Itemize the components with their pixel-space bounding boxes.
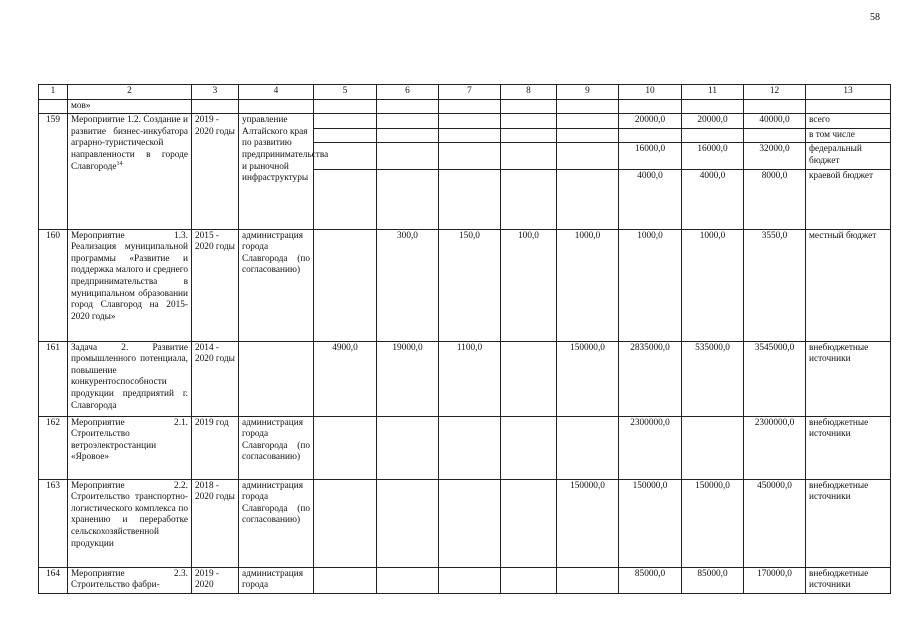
value-cell: 8000,0 bbox=[744, 169, 806, 229]
period: 2018 - 2020 годы bbox=[192, 479, 239, 567]
value-cell: 2300000,0 bbox=[619, 416, 682, 479]
continuation-text: мов» bbox=[68, 99, 192, 114]
value-cell: 1000,0 bbox=[682, 229, 744, 341]
table-cell bbox=[557, 99, 619, 114]
value-cell bbox=[682, 128, 744, 143]
header-cell: 5 bbox=[314, 85, 377, 100]
row-number: 164 bbox=[39, 567, 68, 593]
table-cell bbox=[501, 114, 557, 129]
executor: администрация города bbox=[239, 567, 314, 593]
header-cell: 11 bbox=[682, 85, 744, 100]
table-row bbox=[39, 416, 891, 479]
funding-source: федеральный бюджет bbox=[806, 143, 891, 169]
value-cell: 150000,0 bbox=[619, 479, 682, 567]
value-cell: 3550,0 bbox=[744, 229, 806, 341]
table-cell bbox=[314, 114, 377, 129]
funding-source: в том числе bbox=[806, 128, 891, 143]
table-cell bbox=[314, 169, 377, 229]
value-cell bbox=[682, 416, 744, 479]
table-cell bbox=[557, 143, 619, 169]
value-cell: 4000,0 bbox=[619, 169, 682, 229]
period: 2019 - 2020 годы bbox=[192, 114, 239, 229]
value-cell bbox=[439, 416, 501, 479]
executor: администрация города Славгорода (по согласованию) bbox=[239, 479, 314, 567]
value-cell bbox=[314, 229, 377, 341]
value-cell bbox=[314, 479, 377, 567]
program-activities-table bbox=[38, 84, 891, 594]
table-cell bbox=[39, 99, 68, 114]
value-cell: 1000,0 bbox=[557, 229, 619, 341]
executor bbox=[239, 341, 314, 416]
value-cell: 150,0 bbox=[439, 229, 501, 341]
value-cell bbox=[557, 416, 619, 479]
row-number: 159 bbox=[39, 114, 68, 229]
period: 2015 - 2020 годы bbox=[192, 229, 239, 341]
header-cell: 3 bbox=[192, 85, 239, 100]
header-row bbox=[39, 85, 891, 100]
value-cell: 2835000,0 bbox=[619, 341, 682, 416]
value-cell bbox=[439, 567, 501, 593]
table-cell bbox=[439, 99, 501, 114]
value-cell: 170000,0 bbox=[744, 567, 806, 593]
value-cell bbox=[501, 416, 557, 479]
value-cell: 20000,0 bbox=[619, 114, 682, 129]
table-cell bbox=[557, 128, 619, 143]
value-cell: 150000,0 bbox=[557, 341, 619, 416]
value-cell: 16000,0 bbox=[619, 143, 682, 169]
value-cell: 40000,0 bbox=[744, 114, 806, 129]
table-cell bbox=[744, 99, 806, 114]
value-cell: 4000,0 bbox=[682, 169, 744, 229]
table-cell bbox=[377, 128, 439, 143]
value-cell: 16000,0 bbox=[682, 143, 744, 169]
header-cell: 6 bbox=[377, 85, 439, 100]
period: 2019 - 2020 bbox=[192, 567, 239, 593]
value-cell bbox=[501, 567, 557, 593]
value-cell: 535000,0 bbox=[682, 341, 744, 416]
table-cell bbox=[192, 99, 239, 114]
value-cell: 150000,0 bbox=[682, 479, 744, 567]
table-row bbox=[39, 229, 891, 341]
table-cell bbox=[314, 99, 377, 114]
funding-source: внебюджетные источники bbox=[806, 341, 891, 416]
header-cell: 8 bbox=[501, 85, 557, 100]
table-cell bbox=[501, 143, 557, 169]
table-row bbox=[39, 567, 891, 593]
table-cell bbox=[439, 169, 501, 229]
value-cell bbox=[439, 479, 501, 567]
table-cell bbox=[557, 114, 619, 129]
funding-source: местный бюджет bbox=[806, 229, 891, 341]
table-cell bbox=[377, 169, 439, 229]
table-row bbox=[39, 341, 891, 416]
header-cell: 2 bbox=[68, 85, 192, 100]
value-cell: 85000,0 bbox=[682, 567, 744, 593]
activity-name: Мероприятие 2.1. Строительство ветроэлектростанции «Яровое» bbox=[68, 416, 192, 479]
table-cell bbox=[439, 114, 501, 129]
funding-source: внебюджетные источники bbox=[806, 416, 891, 479]
table-row bbox=[39, 114, 891, 129]
value-cell: 4900,0 bbox=[314, 341, 377, 416]
activity-name: Задача 2. Развитие промышленного потенциала, повышение конкурентоспособности продукции предприятий г. Славгорода bbox=[68, 341, 192, 416]
header-cell: 10 bbox=[619, 85, 682, 100]
table-cell bbox=[619, 99, 682, 114]
value-cell bbox=[501, 479, 557, 567]
value-cell: 85000,0 bbox=[619, 567, 682, 593]
table-cell bbox=[239, 99, 314, 114]
table-cell bbox=[377, 99, 439, 114]
table-cell bbox=[314, 128, 377, 143]
period: 2014 - 2020 годы bbox=[192, 341, 239, 416]
header-cell: 7 bbox=[439, 85, 501, 100]
table-cell bbox=[806, 99, 891, 114]
value-cell: 20000,0 bbox=[682, 114, 744, 129]
activity-name bbox=[68, 114, 192, 229]
funding-source: всего bbox=[806, 114, 891, 129]
activity-name: Мероприятие 1.3. Реализация муниципальной программы «Развитие и поддержка малого и среднего предпринимательства в муниципальном образовании город Славгород на 2015-2020 годы» bbox=[68, 229, 192, 341]
value-cell: 100,0 bbox=[501, 229, 557, 341]
header-cell: 13 bbox=[806, 85, 891, 100]
value-cell: 2300000,0 bbox=[744, 416, 806, 479]
header-cell: 12 bbox=[744, 85, 806, 100]
value-cell: 32000,0 bbox=[744, 143, 806, 169]
table-cell bbox=[377, 114, 439, 129]
row-number: 161 bbox=[39, 341, 68, 416]
row-number: 163 bbox=[39, 479, 68, 567]
value-cell bbox=[619, 128, 682, 143]
page-number: 58 bbox=[870, 12, 880, 23]
value-cell: 300,0 bbox=[377, 229, 439, 341]
table-cell bbox=[439, 143, 501, 169]
value-cell: 19000,0 bbox=[377, 341, 439, 416]
executor: администрация города Славгорода (по согласованию) bbox=[239, 416, 314, 479]
funding-source: внебюджетные источники bbox=[806, 567, 891, 593]
value-cell: 1000,0 bbox=[619, 229, 682, 341]
value-cell: 1100,0 bbox=[439, 341, 501, 416]
table-cell bbox=[501, 169, 557, 229]
header-cell: 1 bbox=[39, 85, 68, 100]
table-cell bbox=[682, 99, 744, 114]
table-cell bbox=[501, 99, 557, 114]
activity-name: Мероприятие 2.3. Строительство фабри- bbox=[68, 567, 192, 593]
table-cell bbox=[377, 143, 439, 169]
value-cell bbox=[744, 128, 806, 143]
value-cell bbox=[377, 416, 439, 479]
header-cell: 9 bbox=[557, 85, 619, 100]
value-cell bbox=[501, 341, 557, 416]
row-number: 162 bbox=[39, 416, 68, 479]
table-row bbox=[39, 479, 891, 567]
activity-name: Мероприятие 2.2. Строительство транспортно-логистического комплекса по хранению и переработке сельскохозяйственной продукции bbox=[68, 479, 192, 567]
value-cell bbox=[377, 479, 439, 567]
funding-source: внебюджетные источники bbox=[806, 479, 891, 567]
value-cell: 150000,0 bbox=[557, 479, 619, 567]
table-cell bbox=[439, 128, 501, 143]
table-row bbox=[39, 99, 891, 114]
executor: администрация города Славгорода (по согласованию) bbox=[239, 229, 314, 341]
executor: управление Алтайского края по развитию предпринимательства и рыночной инфраструктуры bbox=[239, 114, 314, 229]
row-number: 160 bbox=[39, 229, 68, 341]
activity-name-text: Мероприятие 1.2. Создание и развитие бизнес-инкубатора аграрно-туристической направленности в городе Славгороде bbox=[71, 115, 188, 172]
funding-source: краевой бюджет bbox=[806, 169, 891, 229]
period: 2019 год bbox=[192, 416, 239, 479]
table-cell bbox=[557, 169, 619, 229]
footnote-ref: 14 bbox=[116, 160, 123, 167]
value-cell bbox=[314, 416, 377, 479]
value-cell bbox=[557, 567, 619, 593]
value-cell: 450000,0 bbox=[744, 479, 806, 567]
value-cell bbox=[314, 567, 377, 593]
header-cell: 4 bbox=[239, 85, 314, 100]
value-cell: 3545000,0 bbox=[744, 341, 806, 416]
value-cell bbox=[377, 567, 439, 593]
table-cell bbox=[501, 128, 557, 143]
